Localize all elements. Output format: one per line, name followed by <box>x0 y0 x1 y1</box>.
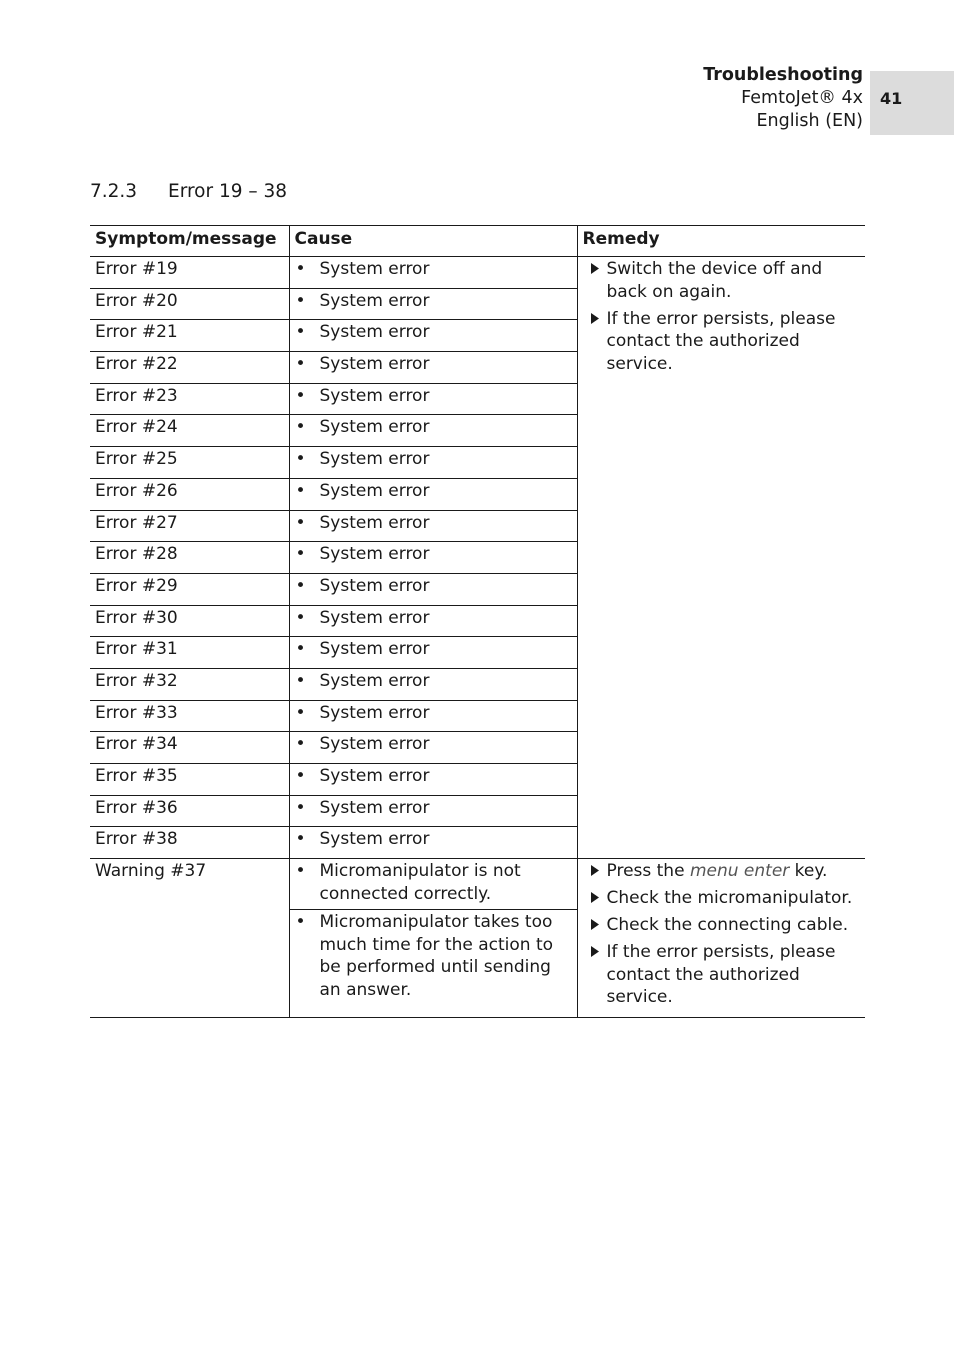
cause-text: System error <box>319 607 430 628</box>
remedy-text: Check the connecting cable. <box>606 915 849 936</box>
remedy-item <box>583 914 861 937</box>
column-header-remedy: Remedy <box>577 226 865 257</box>
remedy-item <box>583 887 861 910</box>
cause-text: System error <box>319 544 430 565</box>
cause-text: System error <box>319 734 430 755</box>
cause-cell <box>289 764 577 796</box>
cause-cell <box>289 605 577 637</box>
symptom-cell: Error #21 <box>90 320 289 352</box>
cause-text: System error <box>319 670 430 691</box>
arrow-right-icon <box>583 308 607 376</box>
bullet-icon: • <box>295 702 306 723</box>
symptom-cell: Error #35 <box>90 764 289 796</box>
bullet-icon: • <box>295 670 306 691</box>
cause-cell <box>289 910 577 1018</box>
bullet-icon: • <box>295 639 306 660</box>
bullet-icon: • <box>295 544 306 565</box>
symptom-cell: Error #36 <box>90 795 289 827</box>
cause-cell <box>289 415 577 447</box>
bullet-icon: • <box>295 480 306 501</box>
bullet-icon: • <box>295 607 306 628</box>
cause-text: System error <box>319 766 430 786</box>
remedy-text-prefix: Press the <box>606 861 690 882</box>
symptom-cell: Error #26 <box>90 478 289 510</box>
arrow-right-icon <box>583 941 607 1009</box>
symptom-cell: Error #30 <box>90 605 289 637</box>
cause-text: System error <box>319 385 430 406</box>
page-number-tab <box>870 71 954 135</box>
cause-text: System error <box>319 322 430 343</box>
cause-cell <box>289 257 577 289</box>
cause-cell <box>289 637 577 669</box>
remedy-text-suffix: key. <box>789 861 828 882</box>
symptom-cell: Error #38 <box>90 827 289 859</box>
cause-text: Micromanipulator takes too much time for the action to be performed until sending an answer. <box>319 912 554 1000</box>
cause-cell <box>289 320 577 352</box>
table-header-row <box>90 226 865 257</box>
symptom-cell: Error #25 <box>90 447 289 479</box>
cause-cell <box>289 859 577 910</box>
symptom-cell: Error #24 <box>90 415 289 447</box>
section-heading <box>90 181 287 202</box>
cause-text: System error <box>319 354 430 375</box>
remedy-item <box>583 308 861 376</box>
cause-cell <box>289 573 577 605</box>
column-header-symptom: Symptom/message <box>90 226 289 257</box>
page-number: 41 <box>880 89 903 108</box>
bullet-icon: • <box>295 797 306 818</box>
cause-text: System error <box>319 512 430 533</box>
arrow-right-icon <box>583 860 607 883</box>
bullet-icon: • <box>295 912 306 933</box>
bullet-icon: • <box>295 829 306 850</box>
section-title: Error 19 – 38 <box>168 181 288 202</box>
cause-text: System error <box>319 259 430 279</box>
bullet-icon: • <box>295 861 306 882</box>
bullet-icon: • <box>295 417 306 438</box>
symptom-cell: Warning #37 <box>90 859 289 1018</box>
bullet-icon: • <box>295 766 306 786</box>
cause-cell <box>289 478 577 510</box>
cause-text: System error <box>319 480 430 501</box>
arrow-right-icon <box>583 914 607 937</box>
bullet-icon: • <box>295 512 306 533</box>
table-body <box>90 257 865 1018</box>
header-section-title: Troubleshooting <box>703 65 863 85</box>
cause-cell <box>289 795 577 827</box>
cause-text: System error <box>319 702 430 723</box>
bullet-icon: • <box>295 290 306 311</box>
header-product: FemtoJet® 4x <box>741 88 863 108</box>
symptom-cell: Error #34 <box>90 732 289 764</box>
column-header-cause: Cause <box>289 226 577 257</box>
symptom-cell: Error #22 <box>90 352 289 384</box>
remedy-cell <box>577 859 865 1018</box>
remedy-item <box>583 941 861 1009</box>
cause-text: System error <box>319 575 430 596</box>
cause-cell <box>289 383 577 415</box>
symptom-cell: Error #23 <box>90 383 289 415</box>
error-table <box>90 225 865 1018</box>
cause-text: System error <box>319 797 430 818</box>
cause-cell <box>289 288 577 320</box>
bullet-icon: • <box>295 385 306 406</box>
bullet-icon: • <box>295 322 306 343</box>
bullet-icon: • <box>295 259 306 279</box>
symptom-cell: Error #20 <box>90 288 289 320</box>
key-name: menu enter <box>689 861 790 882</box>
remedy-item <box>583 258 861 303</box>
remedy-text: If the error persists, please contact the authorized service. <box>606 942 836 1008</box>
remedy-cell <box>577 257 865 859</box>
cause-text: System error <box>319 290 430 311</box>
bullet-icon: • <box>295 354 306 375</box>
cause-text: System error <box>319 829 430 850</box>
cause-text: System error <box>319 449 430 470</box>
symptom-cell: Error #32 <box>90 668 289 700</box>
bullet-icon: • <box>295 575 306 596</box>
header-language: English (EN) <box>756 111 863 131</box>
cause-cell <box>289 510 577 542</box>
cause-cell <box>289 668 577 700</box>
symptom-cell: Error #19 <box>90 257 289 289</box>
cause-cell <box>289 352 577 384</box>
cause-cell <box>289 827 577 859</box>
remedy-text: Switch the device off and back on again. <box>606 259 823 302</box>
remedy-text <box>607 860 828 883</box>
cause-text: System error <box>319 639 430 660</box>
table-row <box>90 257 865 289</box>
symptom-cell: Error #33 <box>90 700 289 732</box>
arrow-right-icon <box>583 258 607 303</box>
cause-cell <box>289 542 577 574</box>
cause-cell <box>289 732 577 764</box>
remedy-text: Check the micromanipulator. <box>606 888 853 909</box>
cause-cell <box>289 447 577 479</box>
bullet-icon: • <box>295 449 306 470</box>
section-number: 7.2.3 <box>90 181 138 202</box>
cause-cell <box>289 700 577 732</box>
remedy-text: If the error persists, please contact the authorized service. <box>606 308 836 374</box>
table-row-warning <box>90 859 865 910</box>
arrow-right-icon <box>583 887 607 910</box>
running-header <box>703 64 863 133</box>
symptom-cell: Error #29 <box>90 573 289 605</box>
cause-text: Micromanipulator is not connected correctly. <box>319 861 521 904</box>
remedy-item <box>583 860 861 883</box>
symptom-cell: Error #27 <box>90 510 289 542</box>
bullet-icon: • <box>295 734 306 755</box>
symptom-cell: Error #28 <box>90 542 289 574</box>
cause-text: System error <box>319 417 430 438</box>
symptom-cell: Error #31 <box>90 637 289 669</box>
